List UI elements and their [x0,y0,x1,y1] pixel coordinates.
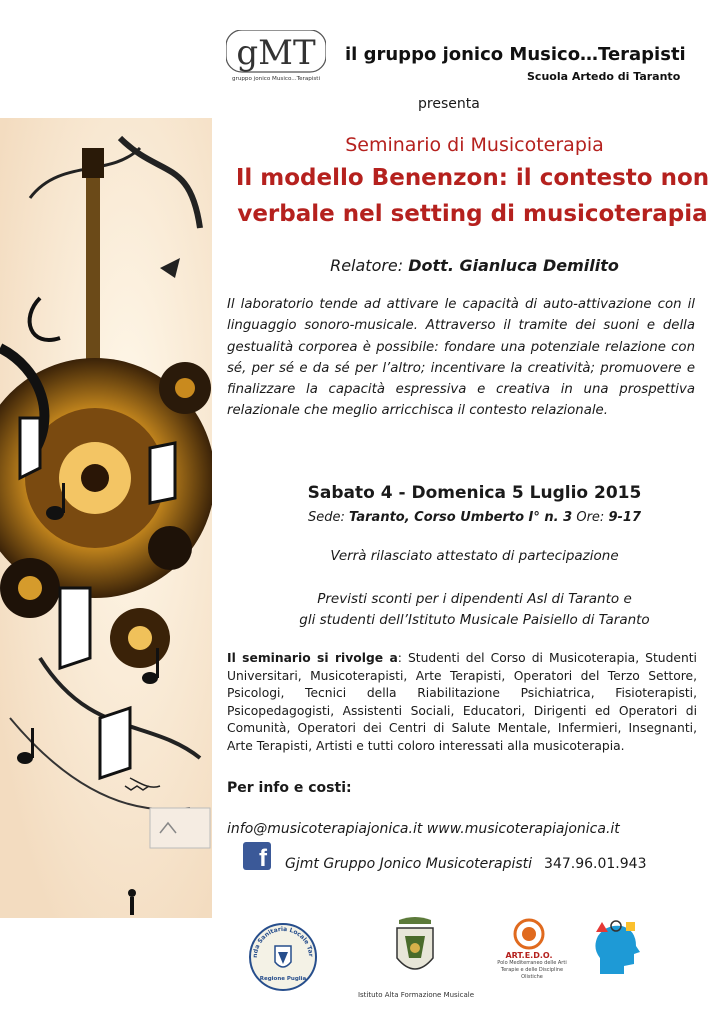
audience-text: : Studenti del Corso di Musicoterapia, Studenti Universitari, Musicoterapisti, Arte Terapisti, Operatori del Terzo Settore, Psicologi, Tecnici della Riabilitazione Psichiatrica, Fisioterapisti, Psicopedagogisti, Assistenti Sociali, Educatori, Dirigenti ed Operatori di Comunità, Operatori dei Centri di Salute Mentale, Infermieri, Insegnanti, Arte Terapisti, Artisti e tutti coloro interessati alla musicoterapia. [227,651,697,753]
discount-note [226,589,723,631]
asl-top-text: nda Sanitaria Locale Tar [251,925,315,958]
facebook-icon[interactable]: f [243,842,271,870]
organization-title: il gruppo jonico Musico…Terapisti [345,44,686,65]
facebook-row [285,856,646,872]
asl-bottom-text: Regione Puglia [259,976,307,982]
target-audience [227,650,697,756]
music-artwork [0,118,212,918]
discount-line1: Previsti sconti per i dipendenti Asl di Taranto e [317,591,632,607]
certificate-note: Verrà rilasciato attestato di partecipazione [330,548,619,564]
artedo-name: ART.E.D.O. [505,951,553,960]
seminar-title-line1: Il modello Benenzon: il contesto non [235,165,710,191]
venue-label: Sede: [308,510,345,525]
audience-label: Il seminario si rivolge a [227,651,398,665]
hours-label: Ore: [576,510,605,525]
email-link[interactable]: info@musicoterapiajonica.it [227,821,423,837]
artedo-logo [505,918,553,962]
speaker-name: Dott. Gianluca Demilito [408,256,619,275]
phone-number: 347.96.01.943 [544,856,647,872]
website-link[interactable]: www.musicoterapiajonica.it [426,821,620,837]
speaker [226,256,723,275]
seminar-title-line2: verbale nel setting di musicoterapia [237,201,708,227]
iafm-crest [385,914,445,984]
logo-caption: gruppo jonico Musico...Terapisti [231,76,321,82]
event-dates: Sabato 4 - Domenica 5 Luglio 2015 [307,483,642,503]
head-shapes-logo [588,918,642,976]
info-heading: Per info e costi: [227,780,352,796]
seminar-description: Il laboratorio tende ad attivare le capacità di auto-attivazione con il linguaggio sonoro-musicale. Attraverso il tramite dei suoni e della gestualità corporea è possibile: fondare una potenziale relazione con sé, per sé e da sé per l’altro; incentivare la creatività; promuovere e finalizzare la capacità espressiva e creativa in una prospettiva relazionale che meglio arricchisca il contesto relazionale. [227,297,695,419]
discount-line2: gli studenti dell’Istituto Musicale Paisiello di Taranto [299,612,650,628]
logo-text: gMT [236,33,316,73]
presenta-label: presenta [418,96,480,112]
speaker-prefix: Relatore: [330,256,409,275]
artedo-caption: Polo Mediterraneo delle Arti Terapie e delle Discipline Olistiche [497,960,567,980]
organization-subtitle: Scuola Artedo di Taranto [527,70,681,83]
seminar-label: Seminario di Musicoterapia [345,134,604,156]
facebook-group-name[interactable]: Gjmt Gruppo Jonico Musicoterapisti [285,856,533,872]
gmt-logo [226,30,326,82]
asl-logo [248,922,318,992]
venue-value: Taranto, Corso Umberto I° n. 3 [349,510,573,525]
contact-links [227,821,620,837]
hours-value: 9-17 [608,510,641,525]
iafm-caption: Istituto Alta Formazione Musicale [357,991,475,999]
seminar-title [222,160,723,232]
event-venue [226,510,723,525]
